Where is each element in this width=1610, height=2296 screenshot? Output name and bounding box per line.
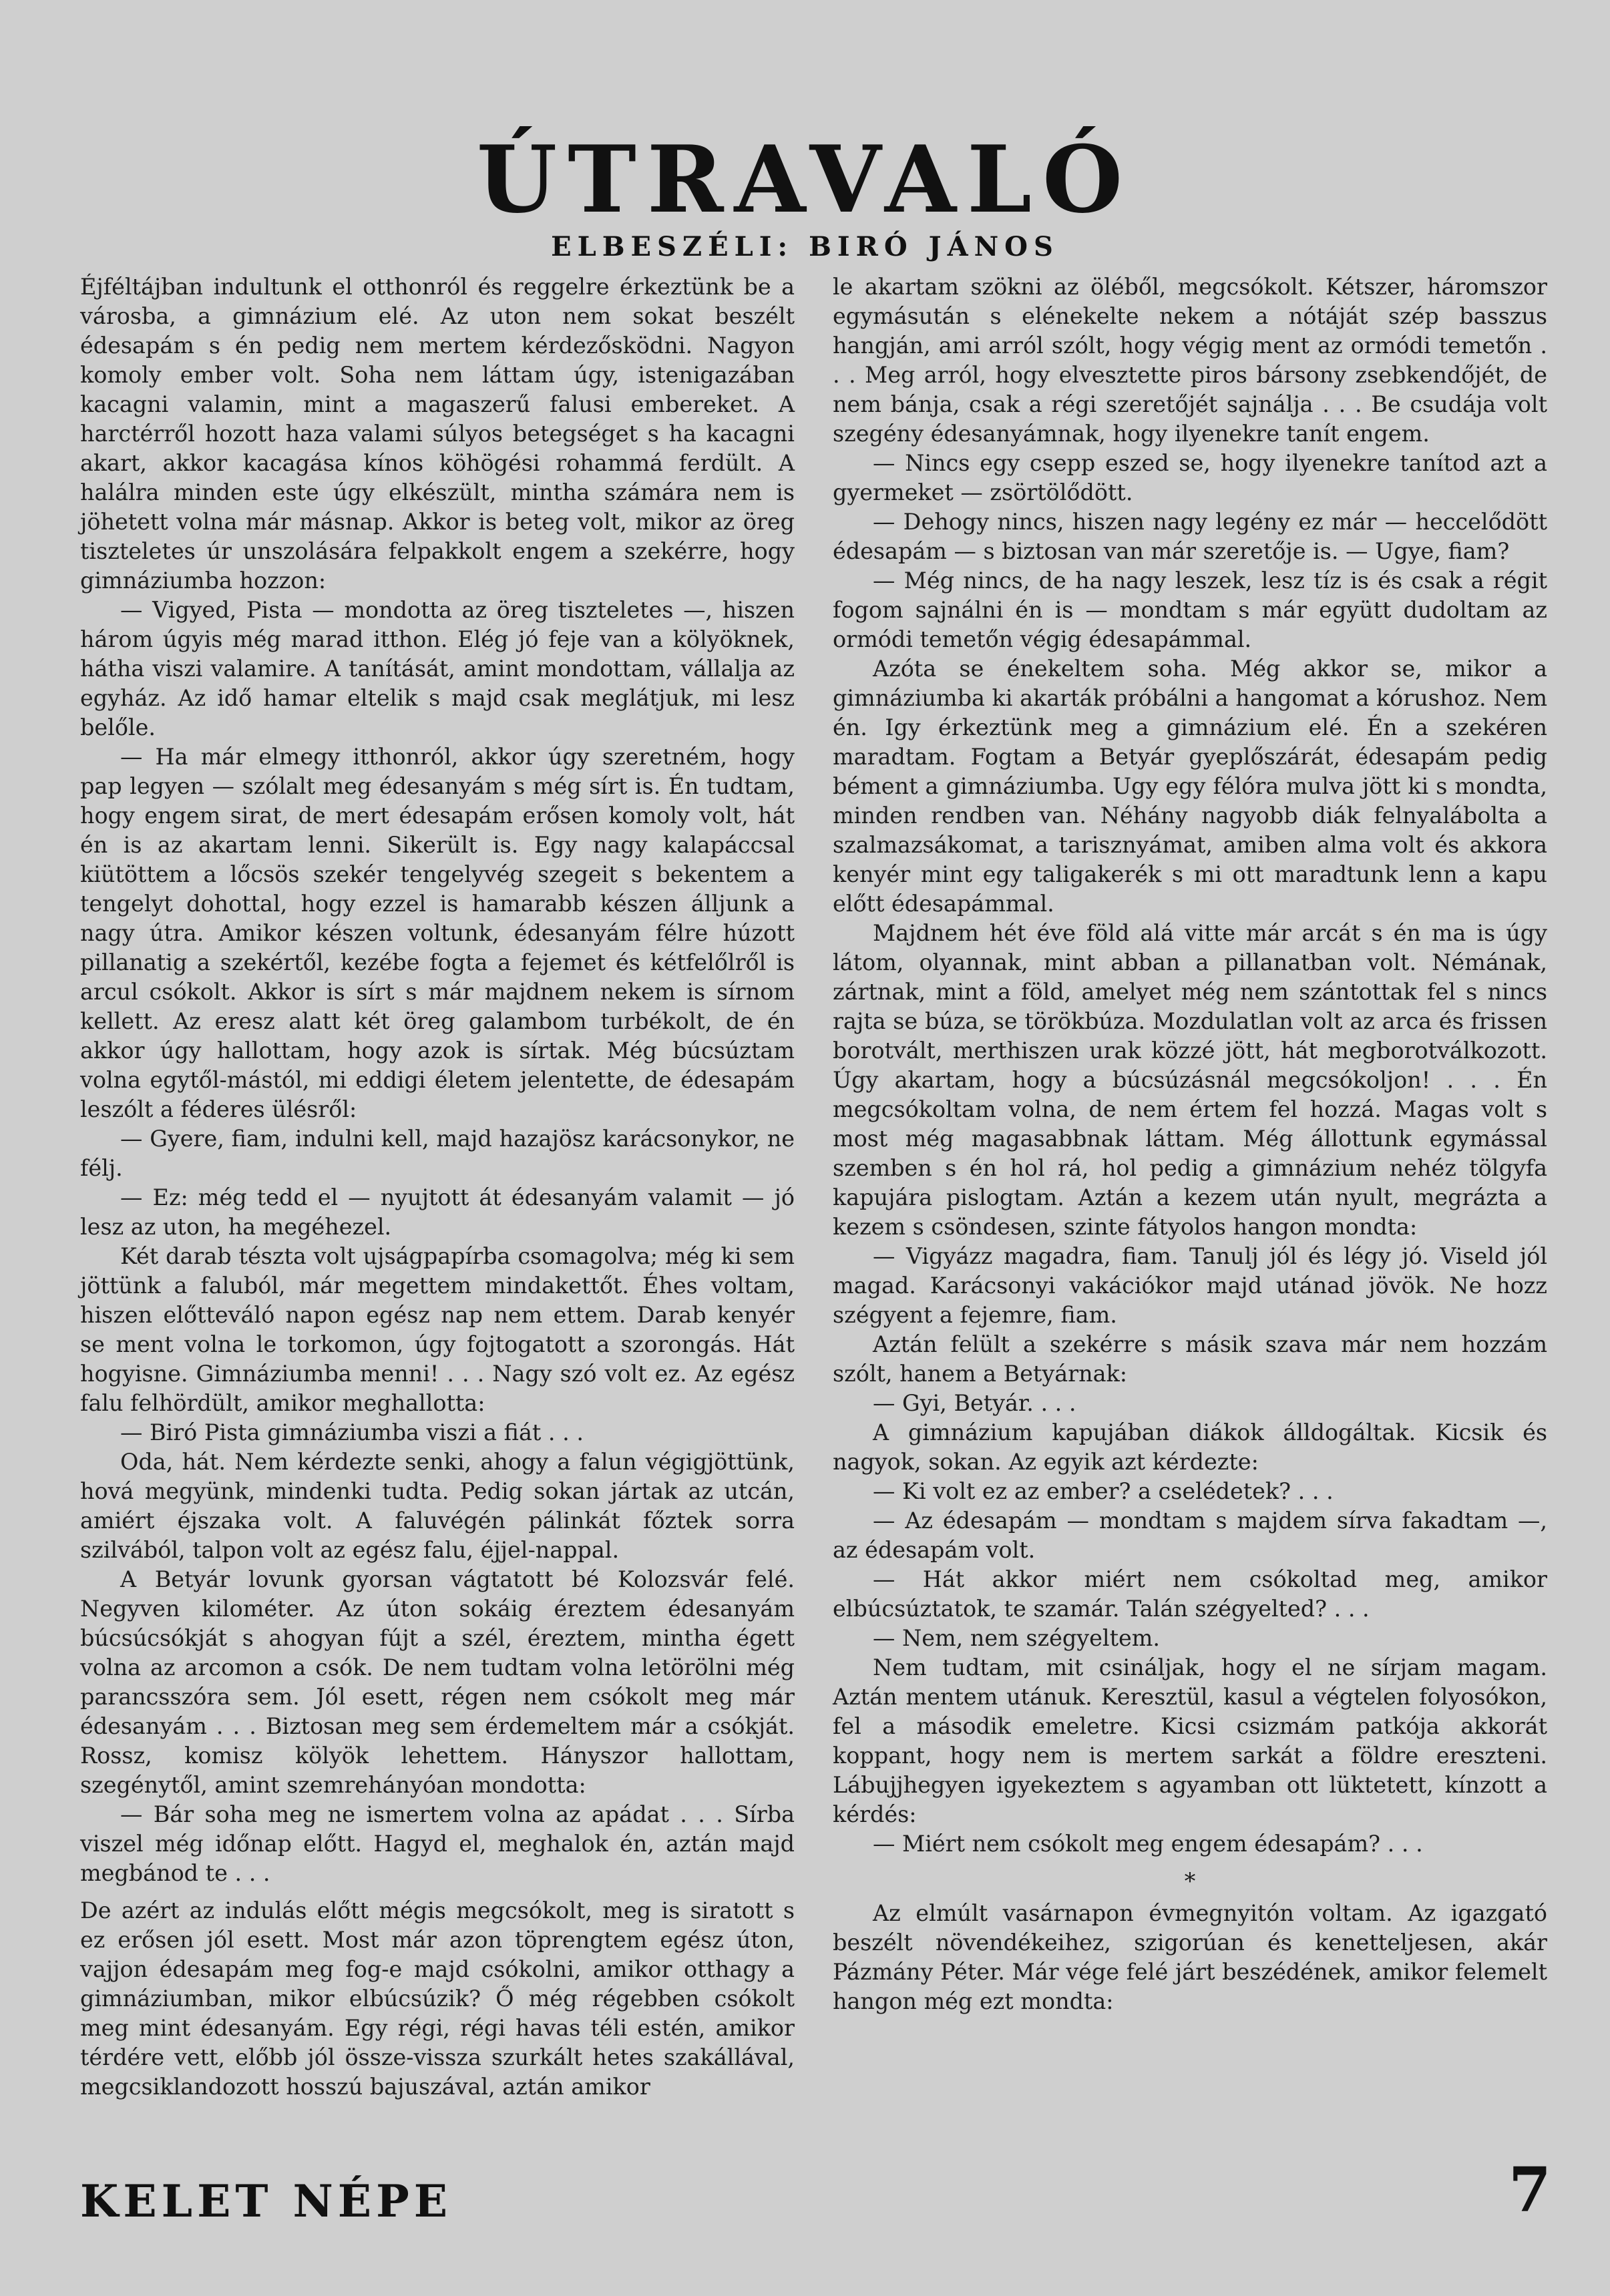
article-title: ÚTRAVALÓ (476, 125, 1134, 234)
paragraph: — Biró Pista gimnáziumba viszi a fiát . . . (120, 1419, 584, 1445)
paragraph: — Ha már elmegy itthonról, akkor úgy szeretném, hogy pap legyen — szólalt meg édesanyám s még sírt is. Én tudtam, hogy engem sirat, de mert édesapám erősen komoly volt, hát én is az akartam lenni. Sikerült is. Egy nagy kalapáccsal kiütöttem a lőcsös szekér tengelyvég szegeit s bekentem a tengelyt dohottal, hogy ezzel is hamarabb készen álljunk a nagy útra. Amikor készen voltunk, édesanyám félre húzott pillanatig a szekértől, kezébe fogta a fejemet és kétfelőlről is arcul csókolt. Akkor is sírt s már majdnem nekem is sírnom kellett. Az eresz alatt két öreg galambom turbékolt, de én akkor úgy hallottam, hogy azok is sírtak. Még búcsúztam volna egytől-mástól, mi eddigi életem jelentette, de édesapám leszólt a féderes ülésről: (80, 744, 795, 1122)
paragraph: De azért az indulás előtt mégis megcsókolt, meg is siratott s ez erősen jól esett. Most már azon töprengtem egész úton, vajjon édesapám meg fog-e majd csókolni, amikor otthagy a gimnáziumban, mikor elbúcsúzik? Ő még régebben csókolt meg mint édesanyám. Egy régi, régi havas téli estén, amikor térdére vett, előbb jól össze-vissza szurkált hetes szakállával, megcsiklandozott hosszú bajuszával, aztán amikor (80, 1897, 795, 2100)
paragraph: — Az édesapám — mondtam s majdem sírva fakadtam —, az édesapám volt. (833, 1508, 1547, 1563)
paragraph: — Nem, nem szégyeltem. (873, 1625, 1161, 1651)
paragraph: le akartam szökni az öléből, megcsókolt. Kétszer, háromszor egymásután s elénekelte nekem a nótáját szép basszus hangján, ami arról szólt, hogy végig ment az ormódi temetőn . . . Meg arról, hogy elvesztette piros bársony zsebkendőjét, de nem bánja, csak a régi szeretőjét sajnálja . . . Be csudája volt szegény édesanyámnak, hogy ilyenekre tanít engem. (833, 274, 1547, 447)
paragraph: — Gyi, Betyár. . . . (873, 1390, 1076, 1416)
paragraph: Azóta se énekeltem soha. Még akkor se, mikor a gimnáziumba ki akarták próbálni a hangomat a kórushoz. Nem én. Igy érkeztünk meg a gimnázium elé. Én a szekéren maradtam. Fogtam a Betyár gyeplőszárát, édesapám pedig bément a gimnáziumba. Ugy egy félóra mulva jött ki s mondta, minden rendben van. Néhány nagyobb diák felnyalábolta a szalmazsákomat, a tarisznyámat, amiben alma volt és akkora kenyér mint egy taligakerék s mi ott maradtunk lenn a kapu előtt édesapámmal. (833, 656, 1547, 917)
paragraph: — Bár soha meg ne ismertem volna az apádat . . . Sírba viszel még időnap előtt. Hagyd el, meghalok én, aztán majd megbánod te . . . (80, 1801, 795, 1886)
paragraph: — Hát akkor miért nem csókoltad meg, amikor elbúcsúztatok, te szamár. Talán szégyelted? . . . (833, 1566, 1547, 1622)
paragraph: Az elmúlt vasárnapon évmegnyitón voltam. Az igazgató beszélt növendékeihez, szigorúan és kenetteljesen, akár Pázmány Péter. Már vége felé járt beszédének, amikor felemelt hangon még ezt mondta: (833, 1900, 1547, 2014)
article-byline: ELBESZÉLI: BIRÓ JÁNOS (551, 231, 1059, 262)
paragraph: Nem tudtam, mit csináljak, hogy el ne sírjam magam. Aztán mentem utánuk. Keresztül, kasul a végtelen folyosókon, fel a második emeletre. Kicsi csizmám patkója akkorát koppant, hogy nem is mertem sarkát a földre ereszteni. Lábujjhegyen igyekeztem s agyamban ott lüktetett, kínzott a kérdés: (833, 1654, 1547, 1827)
left-column (80, 272, 795, 2102)
section-separator: * (1184, 1868, 1196, 1894)
magazine-name: KELET NÉPE (80, 2175, 453, 2227)
paragraph: — Miért nem csókolt meg engem édesapám? . . . (873, 1831, 1423, 1857)
paragraph: — Ez: még tedd el — nyujtott át édesanyám valamit — jó lesz az uton, ha megéhezel. (80, 1184, 795, 1240)
page-number: 7 (1508, 2154, 1551, 2226)
paragraph: — Gyere, fiam, indulni kell, majd hazajösz karácsonykor, ne félj. (80, 1126, 795, 1181)
paragraph: — Vigyed, Pista — mondotta az öreg tiszteletes —, hiszen három úgyis még marad itthon. Elég jó feje van a kölyöknek, hátha viszi valamire. A tanítását, amint mondottam, vállalja az egyház. Az idő hamar eltelik s majd csak meglátjuk, mi lesz belőle. (80, 597, 795, 740)
paragraph: Aztán felült a szekérre s másik szava már nem hozzám szólt, hanem a Betyárnak: (833, 1331, 1547, 1387)
paragraph: — Ki volt ez az ember? a cselédetek? . . . (873, 1478, 1334, 1504)
paragraph: Majdnem hét éve föld alá vitte már arcát s én ma is úgy látom, olyannak, mint abban a pillanatban volt. Némának, zártnak, mint a föld, amelyet még nem szántottak fel s nincs rajta se búza, se törökbúza. Mozdulatlan volt az arca és frissen borotvált, merthiszen urak közzé jött, hát megborotválkozott. Úgy akartam, hogy a búcsúzásnál megcsókoljon! . . . Én megcsókoltam volna, de nem értem fel hozzá. Magas volt s most még magasabbnak láttam. Még állottunk egymással szemben s én hol rá, hol pedig a gimnázium nehéz tölgyfa kapujára pislogtam. Aztán a kezem után nyult, megrázta a kezem s csöndesen, szinte fátyolos hangon mondta: (833, 920, 1547, 1240)
paragraph: A Betyár lovunk gyorsan vágtatott bé Kolozsvár felé. Negyven kilométer. Az úton sokáig éreztem édesanyám búcsúcsókját s ahogyan fújt a szél, éreztem, mintha égett volna az arcomon a csók. De nem tudtam volna letörölni még parancsszóra sem. Jól esett, régen nem csókolt meg már édesanyám . . . Biztosan meg sem érdemeltem már a csókját. Rossz, komisz kölyök lehettem. Hányszor hallottam, szegénytől, amint szemrehányóan mondotta: (80, 1566, 795, 1798)
paragraph: Éjféltájban indultunk el otthonról és reggelre érkeztünk be a városba, a gimnázium elé. Az uton nem sokat beszélt édesapám s én pedig nem mertem kérdezősködni. Nagyon komoly ember volt. Soha nem láttam úgy, istenigazában kacagni valamin, mint a magaszerű falusi embereket. A harctérről hozott haza valami súlyos betegséget s ha kacagni akart, akkor kacagása kínos köhögési rohammá ferdült. A halálra minden este úgy elkészült, mintha számára nem is jöhetett volna már másnap. Akkor is beteg volt, mikor az öreg tiszteletes úr unszolására felpakkolt engem a szekérre, hogy gimnáziumba hozzon: (80, 274, 795, 594)
paragraph: — Nincs egy csepp eszed se, hogy ilyenekre tanítod azt a gyermeket — zsörtölődött. (833, 450, 1547, 505)
right-column (833, 272, 1547, 2016)
paragraph: Két darab tészta volt ujságpapírba csomagolva; még ki sem jöttünk a faluból, már megettem mindakettőt. Éhes voltam, hiszen előtteváló napon egész nap nem ettem. Darab kenyér se ment volna le torkomon, úgy fojtogatott a szorongás. Hát hogyisne. Gimnáziumba menni! . . . Nagy szó volt ez. Az egész falu felhördült, amikor meghallotta: (80, 1243, 795, 1416)
paragraph: — Vigyázz magadra, fiam. Tanulj jól és légy jó. Viseld jól magad. Karácsonyi vakációkor majd utánad jövök. Ne hozz szégyent a fejemre, fiam. (833, 1243, 1547, 1328)
paragraph: — Még nincs, de ha nagy leszek, lesz tíz is és csak a régit fogom sajnálni én is — mondtam s már együtt dudoltam az ormódi temetőn végig édesapámmal. (833, 567, 1547, 652)
paragraph: A gimnázium kapujában diákok álldogáltak. Kicsik és nagyok, sokan. Az egyik azt kérdezte: (833, 1419, 1547, 1475)
paragraph: — Dehogy nincs, hiszen nagy legény ez már — heccelődött édesapám — s biztosan van már szeretője is. — Ugye, fiam? (833, 509, 1547, 564)
paragraph: Oda, hát. Nem kérdezte senki, ahogy a falun végigjöttünk, hová megyünk, mindenki tudta. Pedig sokan jártak az utcán, amiért éjszaka volt. A faluvégén pálinkát főztek sorra szilvából, talpon volt az egész falu, éjjel-nappal. (80, 1449, 795, 1563)
